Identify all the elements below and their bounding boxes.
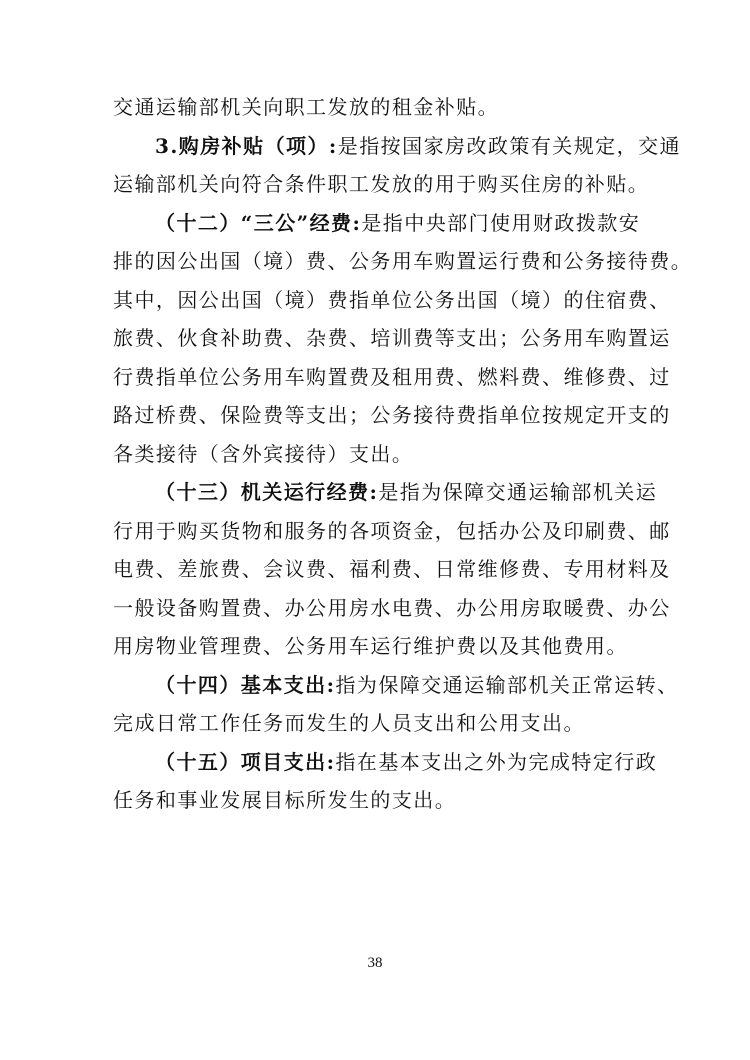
- term-definition: 指为保障交通运输部机关正常运转、: [335, 672, 679, 697]
- text-line: 旅费、伙食补助费、杂费、培训费等支出；公务用车购置运: [113, 326, 671, 350]
- paragraph-basic-expenditure: [113, 666, 679, 743]
- text-line: 其中，因公出国（境）费指单位公务出国（境）的住宿费、: [113, 287, 671, 312]
- term-heading: （十五）项目支出:: [155, 749, 336, 774]
- text-line: 一般设备购置费、办公用房水电费、办公用房取暖费、办公: [113, 595, 671, 620]
- paragraph-project-expenditure: [113, 743, 658, 820]
- text-line: [113, 666, 679, 705]
- term-heading: （十四）基本支出:: [155, 672, 336, 697]
- text-line: 各类接待（含外宾接待）支出。: [113, 441, 414, 466]
- term-heading: （十三）机关运行经费:: [155, 480, 379, 504]
- document-body: [113, 88, 693, 820]
- paragraph-three-public-expenses: [113, 204, 693, 474]
- text-line: 交通运输部机关向职工发放的租金补贴。: [113, 95, 500, 119]
- text-line: [113, 204, 643, 243]
- text-line: 完成日常工作任务而发生的人员支出和公用支出。: [113, 711, 585, 735]
- term-definition: 是指中央部门使用财政拨款安: [361, 210, 641, 235]
- term-heading: （十二）“三公”经费:: [155, 210, 362, 235]
- term-definition: 是指按国家房改政策有关规定，交通: [337, 133, 681, 158]
- text-line: 电费、差旅费、会议费、福利费、日常维修费、专用材料及: [113, 557, 671, 581]
- text-line: 路过桥费、保险费等支出；公务接待费指单位按规定开支的: [113, 403, 671, 427]
- paragraph-rent-subsidy-tail: [113, 88, 643, 127]
- text-line: [113, 743, 658, 782]
- paragraph-agency-operating-expenses: [113, 473, 671, 666]
- text-line: 行费指单位公务用车购置费及租用费、燃料费、维修费、过: [113, 364, 671, 389]
- text-line: 排的因公出国（境）费、公务用车购置运行费和公务接待费。: [113, 249, 693, 273]
- page-number: 38: [367, 955, 383, 971]
- text-line: 行用于购买货物和服务的各项资金，包括办公及印刷费、邮: [113, 518, 671, 543]
- text-line: 运输部机关向符合条件职工发放的用于购买住房的补贴。: [113, 172, 650, 196]
- term-definition: 是指为保障交通运输部机关运: [378, 480, 658, 504]
- text-line: 用房物业管理费、公务用车运行维护费以及其他费用。: [113, 634, 628, 658]
- paragraph-housing-purchase-subsidy: [113, 127, 681, 204]
- text-line: 任务和事业发展目标所发生的支出。: [113, 788, 457, 812]
- text-line: [113, 127, 681, 166]
- term-heading: 3.购房补贴（项）:: [155, 133, 338, 158]
- term-definition: 指在基本支出之外为完成特定行政: [335, 749, 658, 774]
- text-line: [113, 473, 658, 512]
